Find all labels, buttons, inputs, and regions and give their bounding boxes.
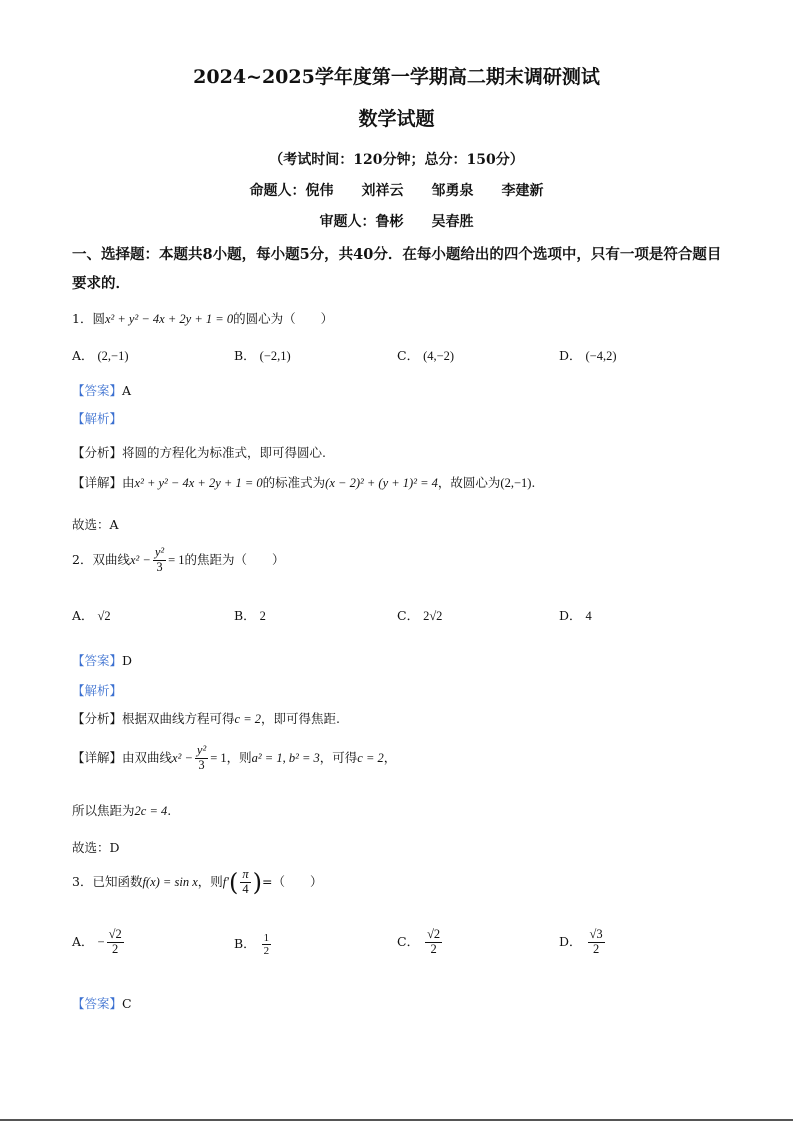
q3-arg-den: 4 <box>242 881 249 896</box>
q2-analysis-text-1: 根据双曲线方程可得 <box>122 711 235 726</box>
q2-analysis <box>72 709 340 727</box>
q3-option-a <box>72 928 126 957</box>
q1-suffix: 的圆心为（ ） <box>233 311 334 326</box>
q3-option-b-fraction <box>262 932 272 957</box>
q2-detail-c: c = 2 <box>357 750 384 765</box>
q1-option-b-value: (−2,1) <box>259 349 291 363</box>
q1-analysis-text: 将圆的方程化为标准式，即可得圆心. <box>122 445 326 460</box>
q2-option-a-label: A． <box>72 608 94 623</box>
q3-answer <box>72 994 132 1012</box>
q2-detail-label: 【详解】 <box>72 749 123 765</box>
q1-answer-value: A <box>122 383 132 398</box>
reviewers: 审题人：鲁彬 吴春胜 <box>319 214 474 230</box>
q2-analysis-label: 【分析】 <box>72 711 123 726</box>
q2-detail-eq-rhs: = 1 <box>210 750 227 765</box>
q1-option-b-label: B． <box>234 348 256 363</box>
q1-detail <box>72 473 535 491</box>
q1-detail-text-2: 的标准式为 <box>262 475 326 490</box>
q1-choice: 故选：A <box>72 517 119 532</box>
q3-option-c-fraction <box>425 928 442 957</box>
q2-eq-den: 3 <box>156 559 163 574</box>
exam-title: 2024~2025学年度第一学期高二期末调研测试 <box>193 66 600 88</box>
question-1 <box>72 309 333 327</box>
q3-option-c <box>397 928 444 957</box>
q2-option-b-label: B． <box>234 608 256 623</box>
q3-option-a-sign: − <box>97 934 105 949</box>
q2-focal-text: 所以焦距为 <box>72 803 135 818</box>
q2-detail-text-4: ， <box>383 749 397 765</box>
q1-analysis <box>72 443 326 461</box>
q1-detail-end: . <box>531 475 536 490</box>
q3-fprime: f′ <box>222 874 229 889</box>
q1-answer <box>72 381 131 399</box>
q2-suffix: 的焦距为（ ） <box>184 551 285 567</box>
page-bottom-divider <box>0 1119 793 1121</box>
q1-answer-tag: 【答案】 <box>72 383 123 398</box>
q2-option-d-label: D． <box>559 608 582 623</box>
q3-arg-num: π <box>242 867 249 881</box>
q1-option-a-value: (2,−1) <box>97 349 129 363</box>
q2-option-b-value: 2 <box>259 609 266 623</box>
q2-analysis-tag: 【解析】 <box>72 683 123 698</box>
q2-eq-num: y² <box>154 545 165 559</box>
q2-option-a-value: √2 <box>97 609 111 623</box>
q2-detail-text-1: 由双曲线 <box>122 749 173 765</box>
question-3 <box>72 868 322 897</box>
q2-option-a <box>72 606 111 624</box>
q1-analysis-tag: 【解析】 <box>72 411 123 426</box>
q1-prefix: 1．圆 <box>72 311 105 326</box>
q3-option-d-den: 2 <box>592 941 600 956</box>
q3-option-a-den: 2 <box>112 941 119 956</box>
q3-paren-open: ( <box>228 868 239 897</box>
q1-equation: x² + y² − 4x + 2y + 1 = 0 <box>104 312 234 326</box>
q3-option-d-num: √3 <box>589 927 603 941</box>
q1-detail-standard-form: (x − 2)² + (y + 1)² = 4 <box>325 476 438 490</box>
q3-option-b-den: 2 <box>263 945 270 958</box>
q2-option-c <box>397 606 442 624</box>
q2-option-b <box>234 606 266 624</box>
q3-suffix: =（ ） <box>262 873 323 889</box>
q3-prefix: 3．已知函数 <box>72 873 143 889</box>
q2-option-c-value: 2√2 <box>423 609 443 623</box>
q1-analysis-label: 【分析】 <box>72 445 123 460</box>
q2-prefix: 2．双曲线 <box>72 551 130 567</box>
q2-detail-text-2: ，则 <box>226 749 252 765</box>
q3-option-b-num: 1 <box>263 932 270 944</box>
q1-option-d-label: D． <box>559 348 582 363</box>
q2-eq-x: x² − <box>129 552 151 567</box>
q2-choice: 故选：D <box>72 840 120 855</box>
q3-option-d-label: D． <box>559 933 582 949</box>
q3-paren-close: ) <box>252 868 262 897</box>
q1-detail-text-3: ，故圆心为 <box>437 475 501 490</box>
q2-option-d-value: 4 <box>585 609 592 623</box>
q2-answer <box>72 651 132 669</box>
q3-option-a-fraction <box>107 928 124 957</box>
q2-detail-ab: a² = 1, b² = 3 <box>251 750 320 765</box>
q1-option-a-label: A． <box>72 348 94 363</box>
q1-option-a <box>72 346 129 364</box>
q1-detail-equation: x² + y² − 4x + 2y + 1 = 0 <box>134 476 263 490</box>
q2-analysis-eq: c = 2 <box>234 712 262 726</box>
q2-option-c-label: C． <box>397 608 420 623</box>
q2-answer-tag: 【答案】 <box>72 653 123 668</box>
q2-detail <box>72 744 396 773</box>
q2-focal-eq: 2c = 4 <box>134 804 168 818</box>
q2-eq-fraction <box>153 546 166 575</box>
q2-detail-den: 3 <box>198 757 205 772</box>
q1-option-d <box>559 346 617 364</box>
q3-answer-value: C <box>122 996 132 1011</box>
q3-arg-fraction <box>240 868 250 897</box>
subject-title: 数学试题 <box>358 108 435 130</box>
q1-option-c <box>397 346 454 364</box>
q2-analysis-text-2: ，即可得焦距. <box>261 711 340 726</box>
q3-option-b-label: B． <box>234 936 256 952</box>
q1-option-d-value: (−4,2) <box>585 349 617 363</box>
q2-eq-rhs: = 1 <box>168 552 185 567</box>
q3-option-d-fraction <box>588 928 605 957</box>
q2-detail-text-3: ，可得 <box>319 749 358 765</box>
authors: 命题人：倪伟 刘祥云 邹勇泉 李建新 <box>249 183 544 199</box>
q2-focal <box>72 801 171 819</box>
q1-detail-label: 【详解】 <box>72 475 123 490</box>
q2-answer-value: D <box>122 653 133 668</box>
q3-mid: ，则 <box>197 873 223 889</box>
question-2 <box>72 546 285 575</box>
q2-detail-num: y² <box>196 743 207 757</box>
q2-focal-end: . <box>167 803 172 818</box>
q3-option-a-label: A． <box>72 933 94 949</box>
q1-option-c-value: (4,−2) <box>423 349 455 363</box>
exam-info: （考试时间：120分钟；总分：150分） <box>269 152 524 168</box>
q3-answer-tag: 【答案】 <box>72 996 123 1011</box>
q2-option-d <box>559 606 592 624</box>
section-heading: 一、选择题：本题共8小题，每小题5分，共40分．在每小题给出的四个选项中，只有一项是符合题目要求的． <box>72 246 722 292</box>
q1-option-c-label: C． <box>397 348 420 363</box>
q3-option-c-den: 2 <box>430 941 437 956</box>
q3-option-b <box>234 932 273 957</box>
q3-option-c-label: C． <box>397 933 420 949</box>
q3-option-d <box>559 928 607 957</box>
q2-detail-fraction <box>195 744 208 773</box>
q3-option-c-num: √2 <box>427 927 441 941</box>
q3-option-a-num: √2 <box>108 927 122 941</box>
q2-detail-eq-x: x² − <box>172 750 193 765</box>
q1-detail-center: (2,−1) <box>500 476 532 490</box>
q1-detail-text-1: 由 <box>122 475 135 490</box>
q1-option-b <box>234 346 291 364</box>
q3-func: f(x) = sin x <box>142 874 198 889</box>
